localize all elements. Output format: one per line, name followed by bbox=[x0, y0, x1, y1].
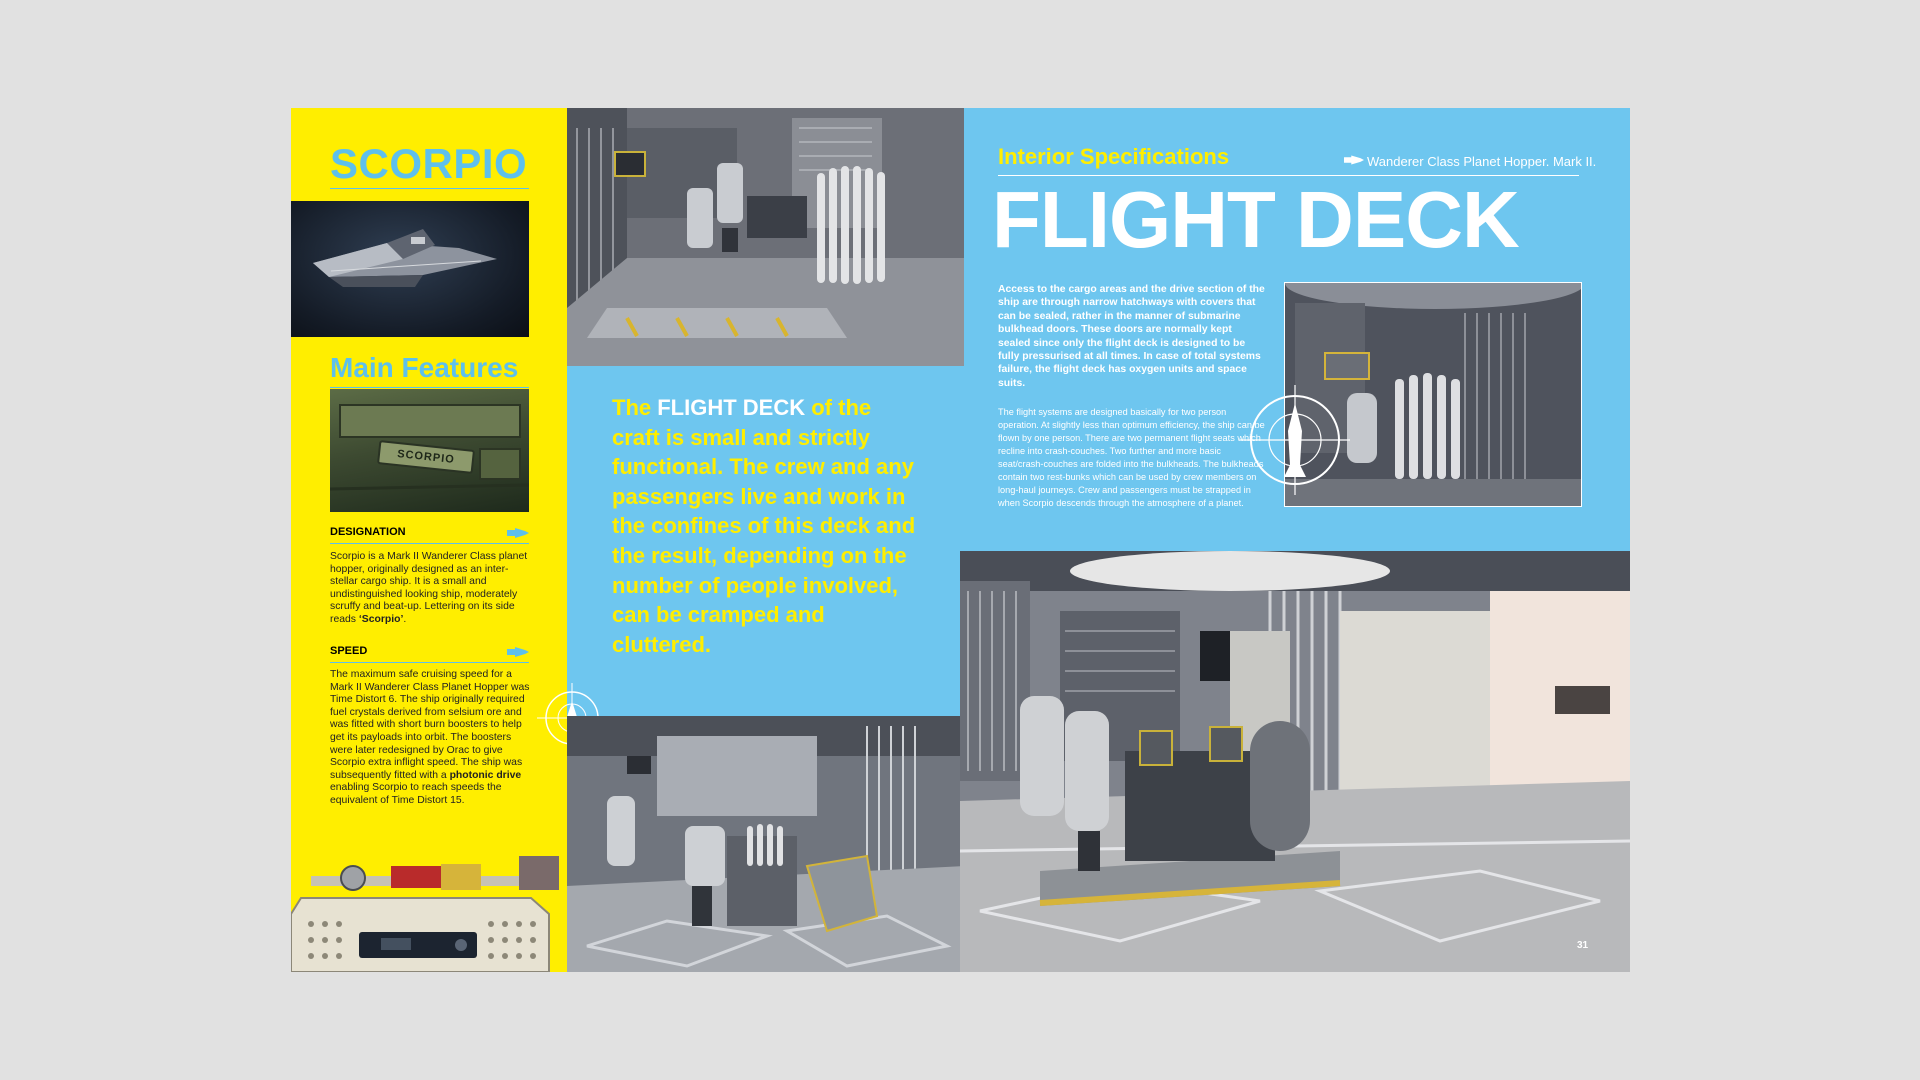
designation-text bbox=[330, 551, 530, 627]
speed-text-bold: photonic drive bbox=[449, 769, 522, 781]
designation-text-main: Scorpio is a Mark II Wanderer Class planet hopper, originally designed as an inter-stellar cargo ship. It is a small and undistinguished looking ship, moderately scruffy and beat-up. Lettering on its side reads bbox=[330, 551, 528, 625]
ship-label-photo bbox=[330, 389, 529, 512]
series-label: Wanderer Class Planet Hopper. Mark II. bbox=[1367, 154, 1597, 169]
flight-deck-photo-top bbox=[567, 108, 964, 366]
scorpio-lettering: SCORPIO bbox=[377, 440, 475, 474]
body-paragraph-bold: Access to the cargo areas and the drive section of the ship are through narrow hatchways with covers that can be sealed, rather in the manner of submarine bulkhead doors. These doors are normally kept sealed since only the flight deck is designed to be fully pressurised at all times. In case of total systems failure, the flight deck has oxygen units and space suits. bbox=[998, 284, 1265, 389]
flight-deck-photo-large bbox=[960, 551, 1630, 972]
designation-text-end: . bbox=[403, 613, 407, 625]
sidebar-title: SCORPIO bbox=[330, 140, 528, 187]
pull-quote bbox=[612, 393, 922, 659]
ship-arrow-icon bbox=[1344, 155, 1364, 165]
flight-deck-photo-bottom bbox=[567, 716, 965, 972]
speed-heading: SPEED bbox=[330, 645, 368, 657]
page-number: 31 bbox=[1577, 940, 1589, 951]
designation-text-bold: ‘Scorpio’ bbox=[358, 613, 404, 625]
pull-quote-body: of the craft is small and strictly functional. The crew and any passengers live and work in the confines of this deck and the result, depending on the number of people involved, can be cramped and cluttered. bbox=[612, 395, 916, 657]
pull-quote-highlight: FLIGHT DECK bbox=[657, 395, 806, 420]
speed-text bbox=[330, 669, 530, 808]
page-title: FLIGHT DECK bbox=[992, 175, 1519, 264]
targeting-reticle-icon bbox=[1240, 385, 1350, 495]
designation-heading: DESIGNATION bbox=[330, 526, 406, 538]
section-label: Interior Specifications bbox=[998, 144, 1230, 169]
speed-text-end: enabling Scorpio to reach speeds the equivalent of Time Distort 15. bbox=[330, 782, 502, 806]
flight-deck-console-image bbox=[567, 716, 965, 972]
designation-rule bbox=[330, 543, 529, 544]
ship-arrow-icon bbox=[507, 647, 529, 657]
sidebar bbox=[291, 108, 567, 972]
main-features-rule bbox=[330, 387, 529, 388]
speed-rule bbox=[330, 662, 529, 663]
booster-engine-image bbox=[291, 826, 591, 972]
speed-text-main: The maximum safe cruising speed for a Mark II Wanderer Class Planet Hopper was Time Distort 6. The ship originally required fuel crystals derived from selsium ore and was fitted with short burn boosters to help get its payloads into orbit. The boosters were later redesigned by Orac to give Scorpio extra inflight speed. The ship was subsequently fitted with a bbox=[330, 669, 530, 781]
title-rule bbox=[330, 188, 529, 189]
main-features-title: Main Features bbox=[330, 352, 519, 383]
body-paragraph: The flight systems are designed basically for two person operation. At slightly less than optimum efficiency, the ship can be flown by one person. There are two permanent flight seats which recline into crash-couches. Two further and more basic seat/crash-couches are folded into the bulkheads. The bulkheads contain two rest-bunks which can be used by crew members on long-haul journeys. Crew and passengers must be strapped in when Scorpio descends through the atmosphere of a planet. bbox=[998, 407, 1265, 508]
pull-quote-lead: The bbox=[612, 395, 658, 420]
magazine-spread bbox=[291, 108, 1630, 972]
flight-deck-seats-image bbox=[567, 108, 964, 366]
ship-arrow-icon bbox=[507, 528, 529, 538]
ship-photo bbox=[291, 201, 529, 337]
spaceship-image bbox=[291, 201, 529, 337]
flight-deck-overview-image bbox=[960, 551, 1630, 972]
